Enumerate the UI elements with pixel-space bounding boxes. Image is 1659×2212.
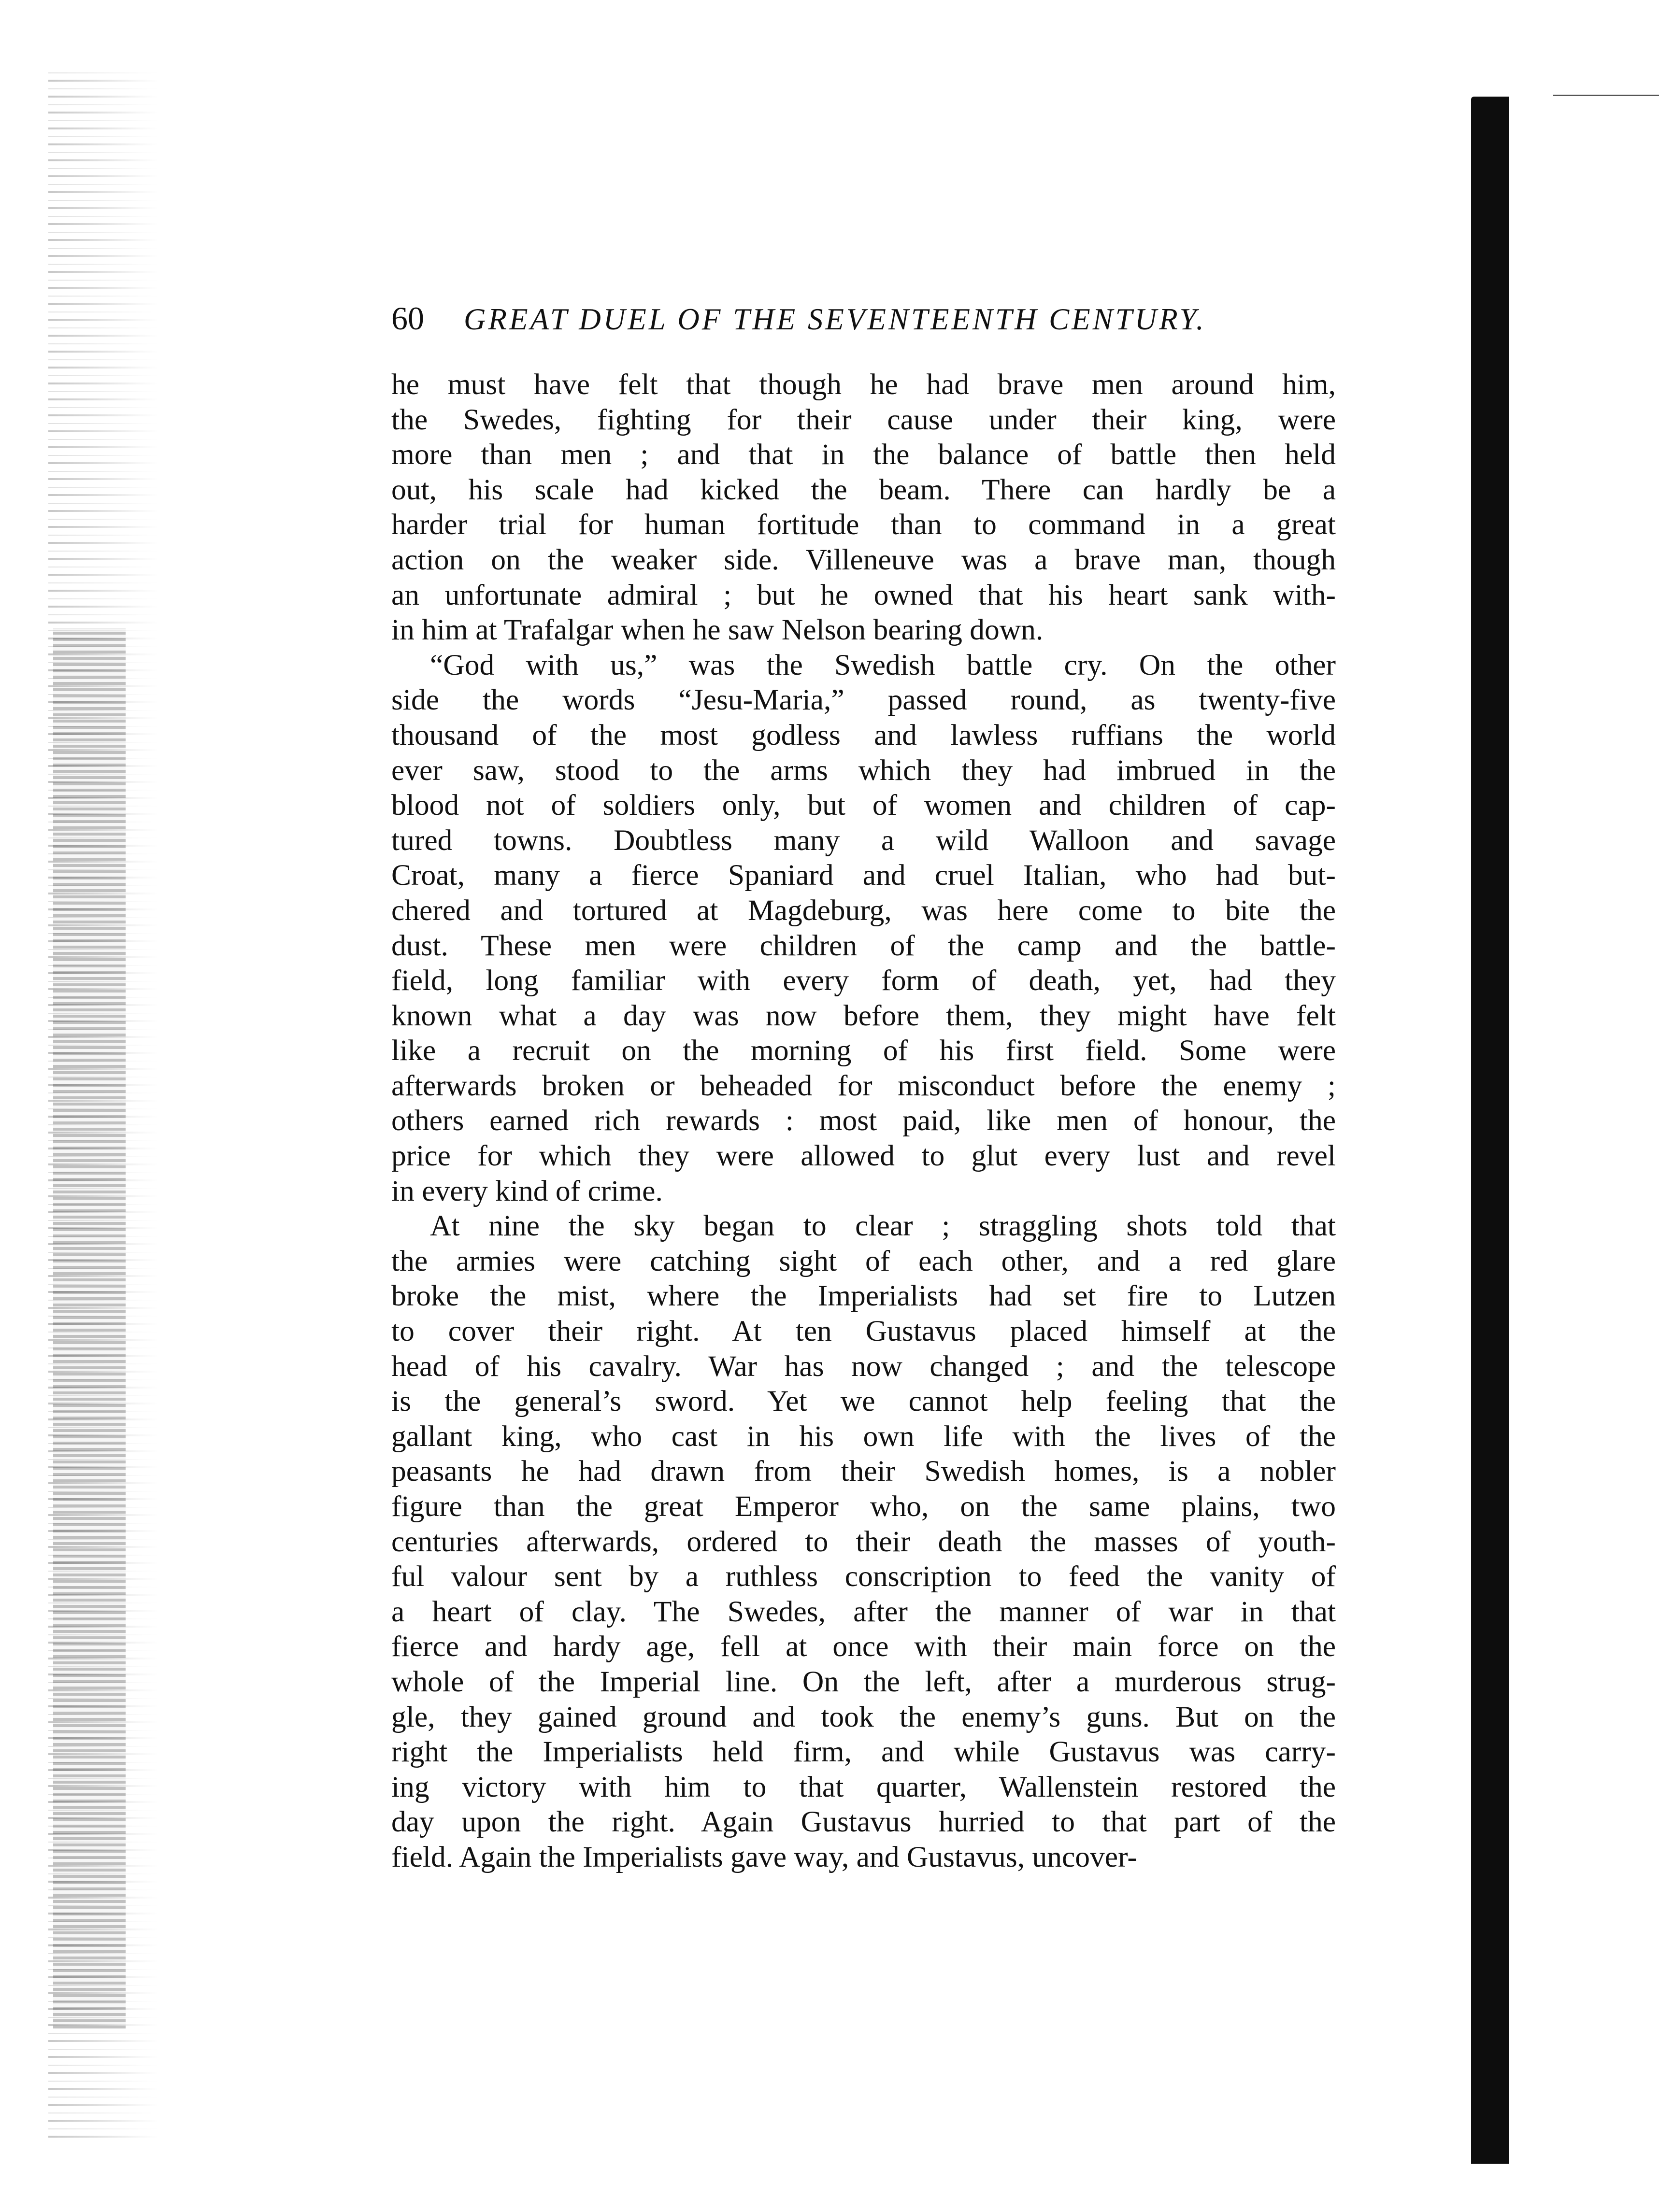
text-line: Croat, many a fierce Spaniard and cruel Italian, who had but- — [391, 859, 1336, 892]
text-line: tured towns. Doubtless many a wild Walloon and savage — [391, 823, 1336, 857]
text-line: known what a day was now before them, they might have felt — [391, 999, 1336, 1032]
running-head: GREAT DUEL OF THE SEVENTEENTH CENTURY. — [464, 302, 1206, 336]
text-line: more than men ; and that in the balance of battle then held — [391, 438, 1336, 471]
paragraph — [391, 367, 1336, 648]
text-line: ever saw, stood to the arms which they had imbrued in the — [391, 753, 1336, 787]
text-line: “God with us,” was the Swedish battle cry. On the other — [430, 648, 1336, 681]
text-line: afterwards broken or beheaded for misconduct before the enemy ; — [391, 1069, 1336, 1102]
text-line: action on the weaker side. Villeneuve was a brave man, though — [391, 543, 1336, 576]
page-header — [391, 299, 1358, 343]
text-line: in every kind of crime. — [391, 1174, 663, 1207]
page-number: 60 — [391, 300, 424, 337]
text-line: whole of the Imperial line. On the left, after a murderous strug- — [391, 1665, 1336, 1698]
paragraph — [391, 1208, 1336, 1874]
text-line: is the general’s sword. Yet we cannot help feeling that the — [391, 1385, 1336, 1418]
text-line: price for which they were allowed to glut every lust and revel — [391, 1139, 1336, 1173]
text-line: gle, they gained ground and took the enemy’s guns. But on the — [391, 1700, 1336, 1733]
page-edge-line — [1553, 95, 1659, 96]
text-line: field, long familiar with every form of death, yet, had they — [391, 964, 1336, 997]
text-line: like a recruit on the morning of his first field. Some were — [391, 1034, 1336, 1067]
text-line: field. Again the Imperialists gave way, and Gustavus, uncover- — [391, 1840, 1137, 1873]
text-line: out, his scale had kicked the beam. There can hardly be a — [391, 473, 1336, 506]
text-line: to cover their right. At ten Gustavus placed himself at the — [391, 1315, 1336, 1348]
text-line: centuries afterwards, ordered to their death the masses of youth- — [391, 1525, 1336, 1558]
text-line: At nine the sky began to clear ; straggling shots told that — [430, 1209, 1336, 1243]
text-line: a heart of clay. The Swedes, after the manner of war in that — [391, 1595, 1336, 1628]
text-line: peasants he had drawn from their Swedish homes, is a nobler — [391, 1455, 1336, 1488]
body-text — [391, 367, 1336, 1875]
text-line: gallant king, who cast in his own life with the lives of the — [391, 1419, 1336, 1453]
text-line: in him at Trafalgar when he saw Nelson bearing down. — [391, 613, 1044, 647]
text-line: chered and tortured at Magdeburg, was here come to bite the — [391, 893, 1336, 927]
text-line: he must have felt that though he had brave men around him, — [391, 368, 1336, 401]
binding-scan-noise-dense — [53, 628, 126, 2028]
text-line: side the words “Jesu-Maria,” passed round, as twenty-five — [391, 683, 1336, 717]
text-line: broke the mist, where the Imperialists had set fire to Lutzen — [391, 1279, 1336, 1313]
text-line: day upon the right. Again Gustavus hurried to that part of the — [391, 1805, 1336, 1839]
text-line: thousand of the most godless and lawless ruffians the world — [391, 718, 1336, 752]
text-line: dust. These men were children of the camp and the battle- — [391, 929, 1336, 962]
paragraph — [391, 648, 1336, 1209]
text-line: head of his cavalry. War has now changed ; and the telescope — [391, 1349, 1336, 1383]
text-line: right the Imperialists held firm, and while Gustavus was carry- — [391, 1735, 1336, 1769]
text-line: ing victory with him to that quarter, Wallenstein restored the — [391, 1770, 1336, 1803]
text-line: blood not of soldiers only, but of women and children of cap- — [391, 789, 1336, 822]
text-line: figure than the great Emperor who, on the same plains, two — [391, 1490, 1336, 1523]
page-edge-shadow — [1471, 97, 1509, 2164]
text-line: fierce and hardy age, fell at once with their main force on the — [391, 1630, 1336, 1663]
text-line: harder trial for human fortitude than to command in a great — [391, 508, 1336, 541]
text-line: the Swedes, fighting for their cause under their king, were — [391, 403, 1336, 436]
text-line: the armies were catching sight of each other, and a red glare — [391, 1244, 1336, 1277]
text-line: ful valour sent by a ruthless conscription to feed the vanity of — [391, 1560, 1336, 1593]
text-line: others earned rich rewards : most paid, like men of honour, the — [391, 1104, 1336, 1137]
text-line: an unfortunate admiral ; but he owned that his heart sank with- — [391, 578, 1336, 611]
